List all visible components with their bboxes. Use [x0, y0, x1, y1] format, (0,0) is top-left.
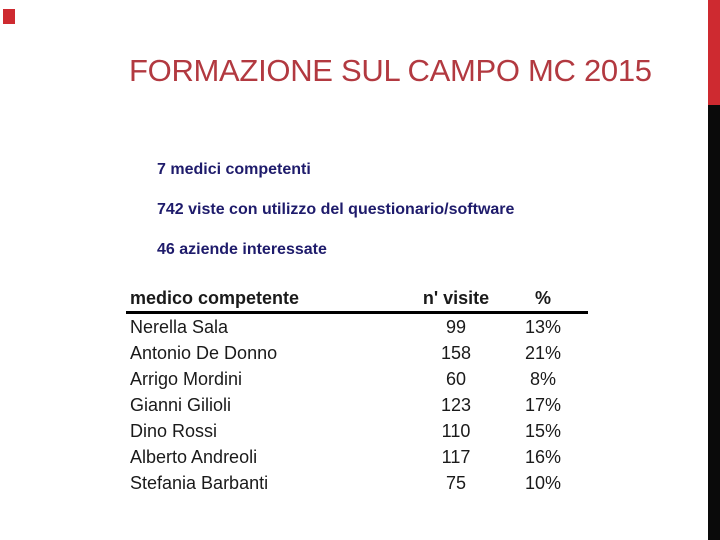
- right-black-bar: [708, 105, 720, 540]
- table-header-row: [126, 287, 588, 314]
- results-table: [126, 287, 588, 496]
- table-row: [126, 314, 588, 340]
- cell-pct: 10%: [524, 473, 562, 493]
- cell-pct: 8%: [529, 369, 556, 389]
- header-percent: %: [534, 288, 551, 308]
- cell-pct: 13%: [524, 317, 562, 337]
- cell-name: Alberto Andreoli: [130, 447, 258, 467]
- table-body: [126, 314, 588, 496]
- cell-visits: 123: [440, 395, 472, 415]
- table-row: [126, 470, 588, 496]
- cell-name: Arrigo Mordini: [130, 369, 243, 389]
- stat-line-aziende: 46 aziende interessate: [157, 241, 327, 258]
- cell-pct: 15%: [524, 421, 562, 441]
- cell-visits: 158: [440, 343, 472, 363]
- table-row: [126, 444, 588, 470]
- table-row: [126, 392, 588, 418]
- cell-pct: 17%: [524, 395, 562, 415]
- header-n-visite: n' visite: [422, 288, 490, 308]
- cell-name: Stefania Barbanti: [130, 473, 269, 493]
- stat-line-medici: 7 medici competenti: [157, 161, 311, 178]
- cell-name: Gianni Gilioli: [130, 395, 232, 415]
- cell-visits: 117: [441, 447, 471, 467]
- stat-line-visite: 742 viste con utilizzo del questionario/software: [157, 201, 515, 218]
- stats-block: [157, 161, 514, 281]
- cell-visits: 75: [445, 473, 467, 493]
- table-row: [126, 366, 588, 392]
- slide-title: FORMAZIONE SUL CAMPO MC 2015: [129, 53, 652, 88]
- corner-accent-square: [3, 9, 15, 24]
- table-row: [126, 418, 588, 444]
- cell-pct: 16%: [524, 447, 562, 467]
- cell-visits: 60: [445, 369, 467, 389]
- cell-visits: 110: [441, 421, 471, 441]
- header-medico-competente: medico competente: [130, 288, 300, 308]
- right-red-bar: [708, 0, 720, 105]
- table-row: [126, 340, 588, 366]
- cell-pct: 21%: [524, 343, 562, 363]
- cell-visits: 99: [445, 317, 467, 337]
- cell-name: Dino Rossi: [130, 421, 218, 441]
- cell-name: Nerella Sala: [130, 317, 229, 337]
- cell-name: Antonio De Donno: [130, 343, 278, 363]
